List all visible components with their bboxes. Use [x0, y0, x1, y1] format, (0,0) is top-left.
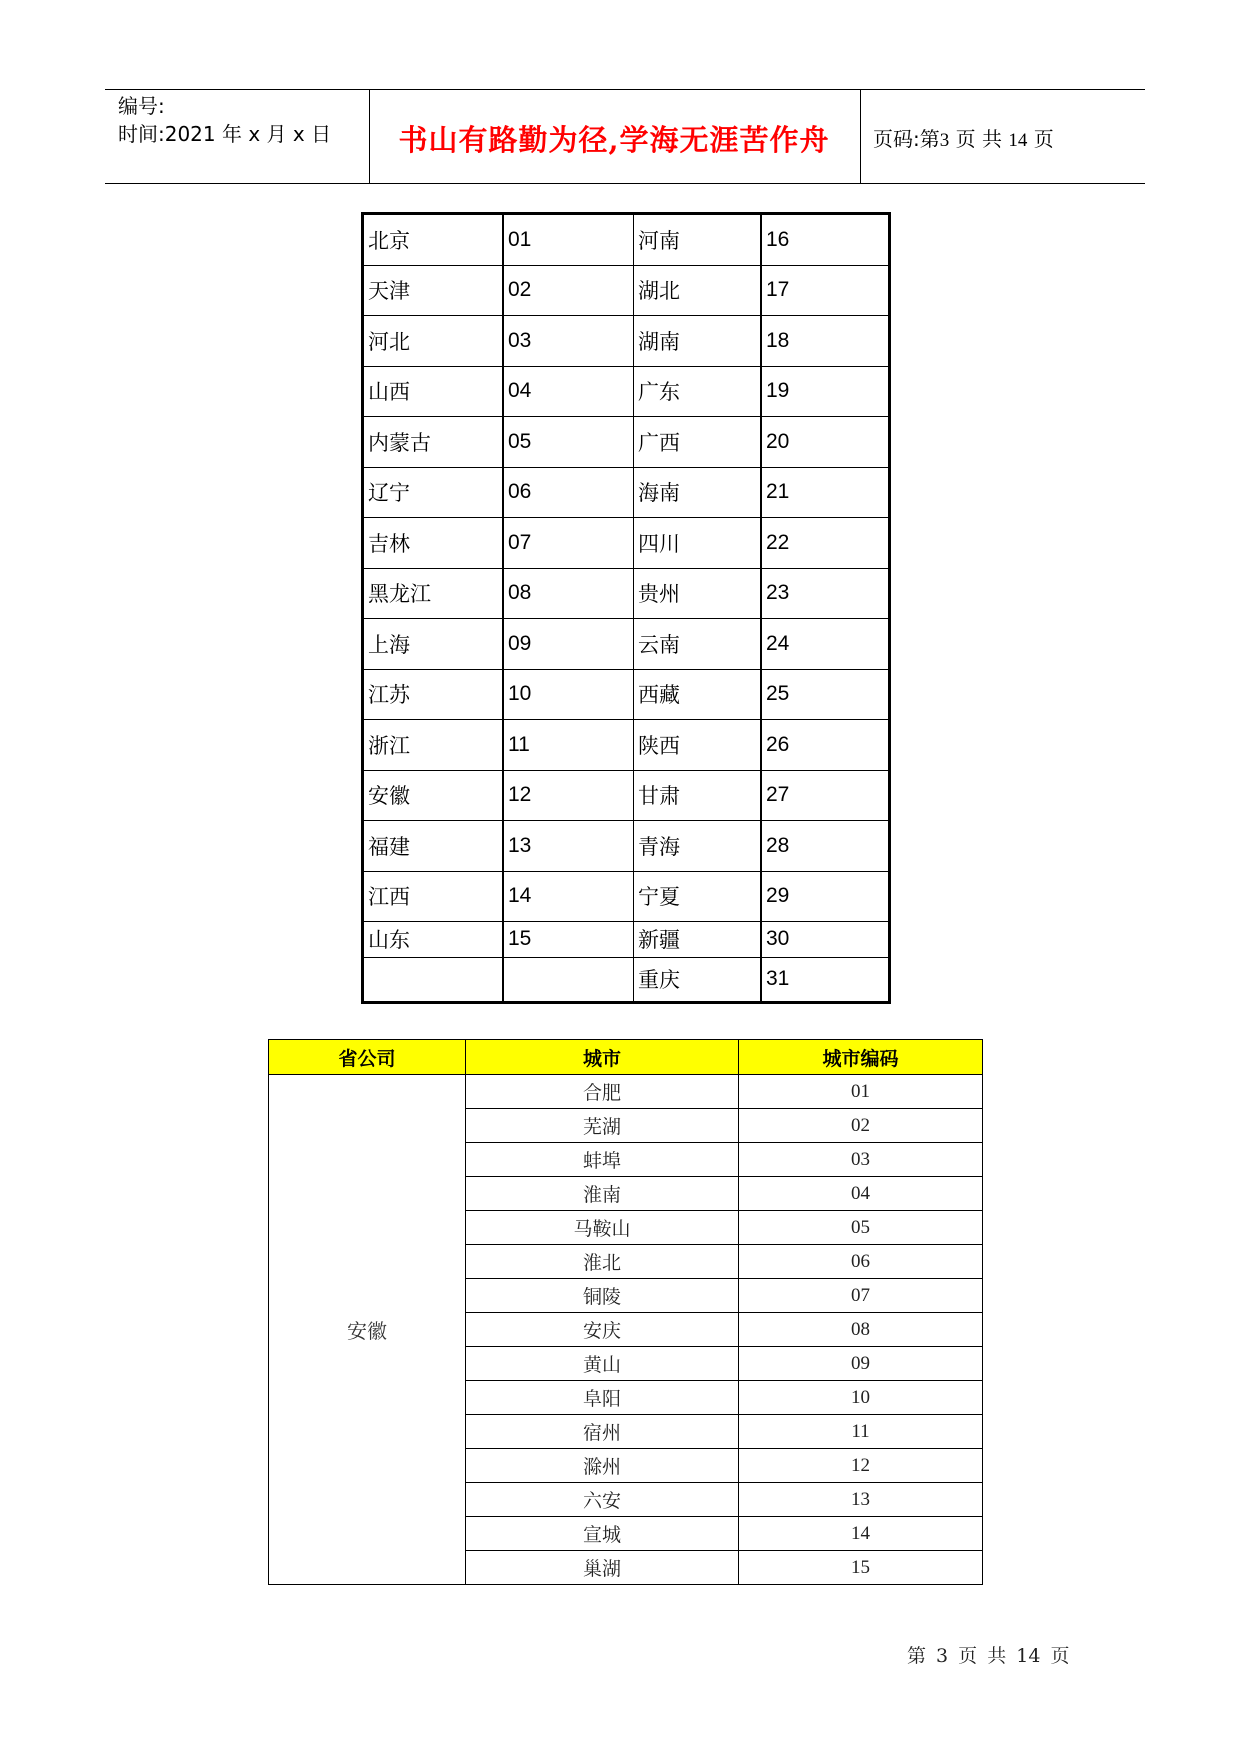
province-code: 19 — [762, 367, 888, 418]
province-code: 15 — [504, 922, 634, 958]
province-code: 04 — [504, 367, 634, 418]
city-code: 03 — [739, 1143, 983, 1177]
header-bottom-rule — [105, 183, 1145, 184]
number-label: 编号: — [118, 94, 165, 118]
city-code: 14 — [739, 1517, 983, 1551]
footer-page-number: 第 3 页 共 14 页 — [907, 1645, 1070, 1667]
province-name: 河南 — [634, 215, 762, 266]
header-divider — [860, 89, 861, 184]
table-header-row — [269, 1040, 983, 1075]
province-name: 重庆 — [634, 958, 762, 1002]
city-code: 13 — [739, 1483, 983, 1517]
province-name: 湖北 — [634, 266, 762, 317]
province-name: 广西 — [634, 417, 762, 468]
city-name: 马鞍山 — [466, 1211, 739, 1245]
city-name: 合肥 — [466, 1075, 739, 1109]
province-name: 山西 — [364, 367, 504, 418]
province-code: 03 — [504, 316, 634, 367]
city-name: 阜阳 — [466, 1381, 739, 1415]
header-top-rule — [105, 89, 1145, 90]
province-name: 云南 — [634, 619, 762, 670]
province-code: 08 — [504, 569, 634, 620]
province-name: 吉林 — [364, 518, 504, 569]
city-name: 淮南 — [466, 1177, 739, 1211]
city-name: 黄山 — [466, 1347, 739, 1381]
city-code: 10 — [739, 1381, 983, 1415]
city-code: 08 — [739, 1313, 983, 1347]
province-name: 湖南 — [634, 316, 762, 367]
province-name — [364, 958, 504, 1002]
page-current: 3 — [939, 130, 950, 151]
province-code: 11 — [504, 720, 634, 771]
province-name: 山东 — [364, 922, 504, 958]
city-code-table — [268, 1039, 983, 1585]
city-code: 05 — [739, 1211, 983, 1245]
province-code: 20 — [762, 417, 888, 468]
page-total: 14 — [1008, 130, 1028, 151]
city-code: 12 — [739, 1449, 983, 1483]
header-motto: 书山有路勤为径,学海无涯苦作舟 — [398, 123, 830, 157]
province-code: 17 — [762, 266, 888, 317]
city-name: 蚌埠 — [466, 1143, 739, 1177]
province-name: 安徽 — [364, 771, 504, 822]
province-code: 10 — [504, 670, 634, 721]
province-code: 29 — [762, 872, 888, 923]
province-code: 06 — [504, 468, 634, 519]
table-row — [269, 1075, 983, 1109]
header-divider — [369, 89, 370, 184]
city-code: 06 — [739, 1245, 983, 1279]
province-name: 陕西 — [634, 720, 762, 771]
header-page-number — [873, 123, 1054, 152]
city-name: 芜湖 — [466, 1109, 739, 1143]
province-name: 宁夏 — [634, 872, 762, 923]
province-code: 22 — [762, 518, 888, 569]
city-code: 01 — [739, 1075, 983, 1109]
province-name: 辽宁 — [364, 468, 504, 519]
city-name: 宿州 — [466, 1415, 739, 1449]
province-code — [504, 958, 634, 1002]
city-code: 04 — [739, 1177, 983, 1211]
province-code-table — [361, 212, 891, 1004]
province-name: 黑龙江 — [364, 569, 504, 620]
city-code: 09 — [739, 1347, 983, 1381]
province-code: 01 — [504, 215, 634, 266]
column-header-city: 城市 — [466, 1040, 739, 1075]
city-code: 11 — [739, 1415, 983, 1449]
city-name: 铜陵 — [466, 1279, 739, 1313]
province-code: 27 — [762, 771, 888, 822]
province-code: 18 — [762, 316, 888, 367]
city-name: 巢湖 — [466, 1551, 739, 1585]
province-code: 05 — [504, 417, 634, 468]
province-name: 浙江 — [364, 720, 504, 771]
province-name: 福建 — [364, 821, 504, 872]
column-header-province: 省公司 — [269, 1040, 466, 1075]
province-name: 西藏 — [634, 670, 762, 721]
city-name: 六安 — [466, 1483, 739, 1517]
province-code: 02 — [504, 266, 634, 317]
province-code: 09 — [504, 619, 634, 670]
province-code: 31 — [766, 967, 790, 991]
province-name: 江西 — [364, 872, 504, 923]
province-name: 河北 — [364, 316, 504, 367]
page-suffix: 页 — [1033, 127, 1054, 151]
province-name: 新疆 — [634, 922, 762, 958]
province-code: 13 — [504, 821, 634, 872]
province-code: 16 — [762, 215, 888, 266]
province-name: 青海 — [634, 821, 762, 872]
city-name: 淮北 — [466, 1245, 739, 1279]
page-mid: 页 共 — [955, 127, 1002, 151]
city-name: 宣城 — [466, 1517, 739, 1551]
city-name: 滁州 — [466, 1449, 739, 1483]
province-code: 30 — [762, 922, 888, 958]
province-name: 北京 — [364, 215, 504, 266]
province-code: 14 — [504, 872, 634, 923]
province-code: 26 — [762, 720, 888, 771]
province-name: 海南 — [634, 468, 762, 519]
city-code: 07 — [739, 1279, 983, 1313]
province-name: 江苏 — [364, 670, 504, 721]
header-meta — [118, 92, 331, 148]
province-name: 贵州 — [634, 569, 762, 620]
column-header-city-code: 城市编码 — [739, 1040, 983, 1075]
province-code: 28 — [762, 821, 888, 872]
province-code: 21 — [762, 468, 888, 519]
province-name: 上海 — [364, 619, 504, 670]
city-name: 安庆 — [466, 1313, 739, 1347]
city-code: 02 — [739, 1109, 983, 1143]
province-name: 甘肃 — [634, 771, 762, 822]
province-name: 天津 — [364, 266, 504, 317]
time-label: 时间:2021 年 x 月 x 日 — [118, 122, 332, 146]
province-code: 12 — [504, 771, 634, 822]
province-code: 23 — [762, 569, 888, 620]
province-name: 四川 — [634, 518, 762, 569]
province-code: 25 — [762, 670, 888, 721]
province-name: 内蒙古 — [364, 417, 504, 468]
province-code: 24 — [762, 619, 888, 670]
page-prefix: 页码:第 — [873, 127, 940, 151]
province-code: 07 — [504, 518, 634, 569]
province-name: 广东 — [634, 367, 762, 418]
province-cell: 安徽 — [269, 1075, 466, 1585]
city-code: 15 — [739, 1551, 983, 1585]
